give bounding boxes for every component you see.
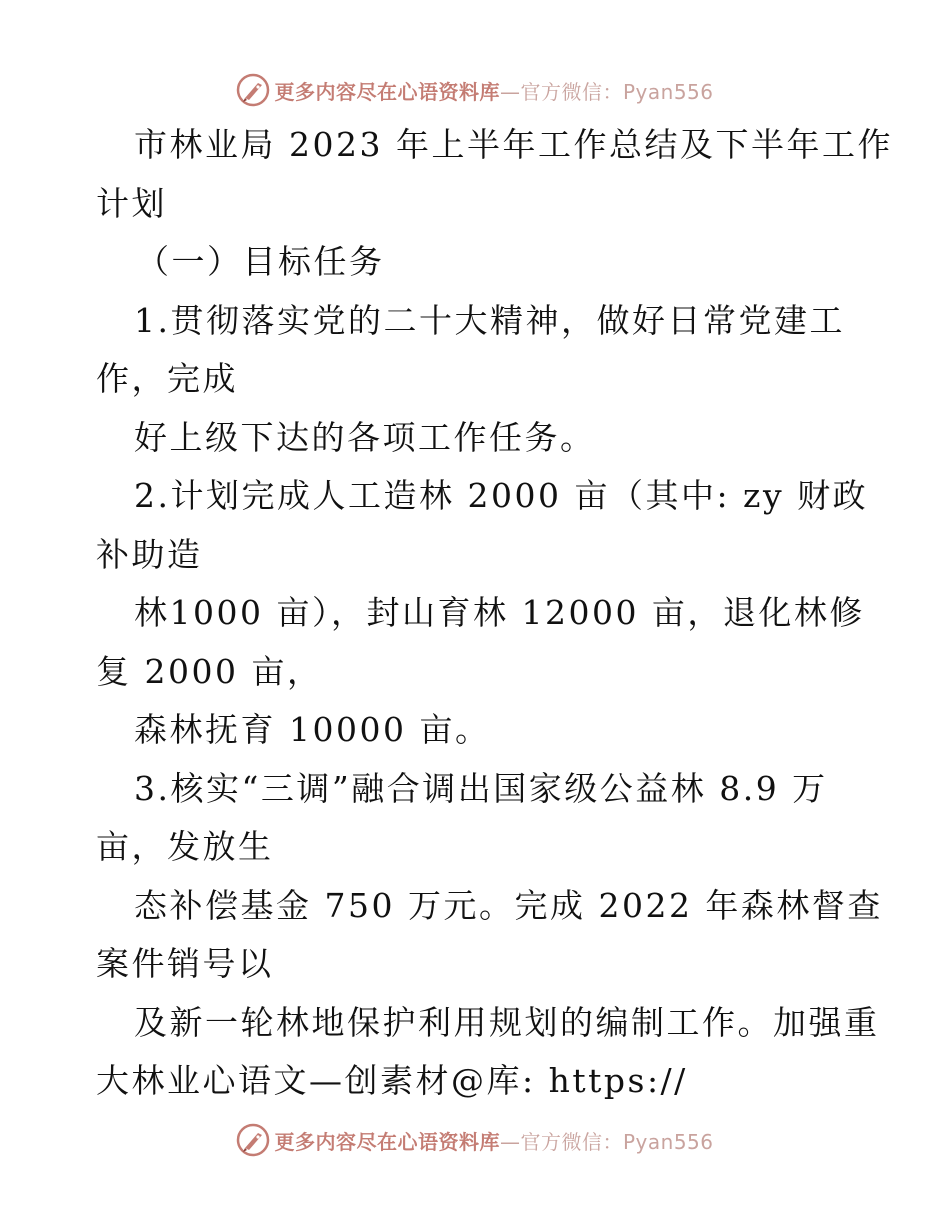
watermark-banner-bottom xyxy=(0,1120,950,1160)
watermark-contact-text: 官方微信： xyxy=(520,79,623,104)
document-title-line-1: 市林业局 2023 年上半年工作总结及下半年工作 xyxy=(134,125,893,164)
paragraph-line: 补助造 xyxy=(96,534,203,574)
quill-pen-circle-icon xyxy=(236,1123,270,1157)
watermark-dash: — xyxy=(499,79,521,104)
watermark-contact-text: 官方微信： xyxy=(520,1129,623,1154)
document-title-line-2: 计划 xyxy=(96,183,167,223)
quill-pen-circle-icon xyxy=(236,73,270,107)
watermark-banner-top xyxy=(0,70,950,110)
document-body xyxy=(96,116,893,1111)
paragraph-line: 作，完成 xyxy=(96,359,238,398)
paragraph-line: 森林抚育 10000 亩。 xyxy=(134,710,491,749)
watermark-text xyxy=(274,1126,713,1155)
paragraph-line: 亩，发放生 xyxy=(96,827,274,866)
watermark-wechat-id: Pyan556 xyxy=(622,79,714,104)
paragraph-line: 2.计划完成人工造林 2000 亩（其中: zy 财政 xyxy=(134,476,869,515)
watermark-dash: — xyxy=(499,1129,521,1154)
paragraph-line: 大林业心语文—创素材@库: https:// xyxy=(96,1061,688,1100)
watermark-main-text: 更多内容尽在心语资料库 xyxy=(274,1129,500,1154)
watermark-wechat-id: Pyan556 xyxy=(622,1129,714,1154)
paragraph-line: 3.核实“三调”融合调出国家级公益林 8.9 万 xyxy=(134,768,828,808)
paragraph-line: 及新一轮林地保护利用规划的编制工作。加强重 xyxy=(134,1002,880,1042)
paragraph-line: 1.贯彻落实党的二十大精神，做好日常党建工 xyxy=(134,300,845,340)
paragraph-line: 复 2000 亩， xyxy=(96,651,323,691)
paragraph-line: 态补偿基金 750 万元。完成 2022 年森林督查 xyxy=(134,885,883,925)
watermark-main-text: 更多内容尽在心语资料库 xyxy=(274,79,500,104)
paragraph-line: 案件销号以 xyxy=(96,944,274,983)
watermark-text xyxy=(274,76,713,105)
paragraph-line: 林1000 亩），封山育林 12000 亩，退化林修 xyxy=(134,593,865,632)
paragraph-line: 好上级下达的各项工作任务。 xyxy=(134,417,596,457)
section-heading: （一）目标任务 xyxy=(136,242,385,281)
